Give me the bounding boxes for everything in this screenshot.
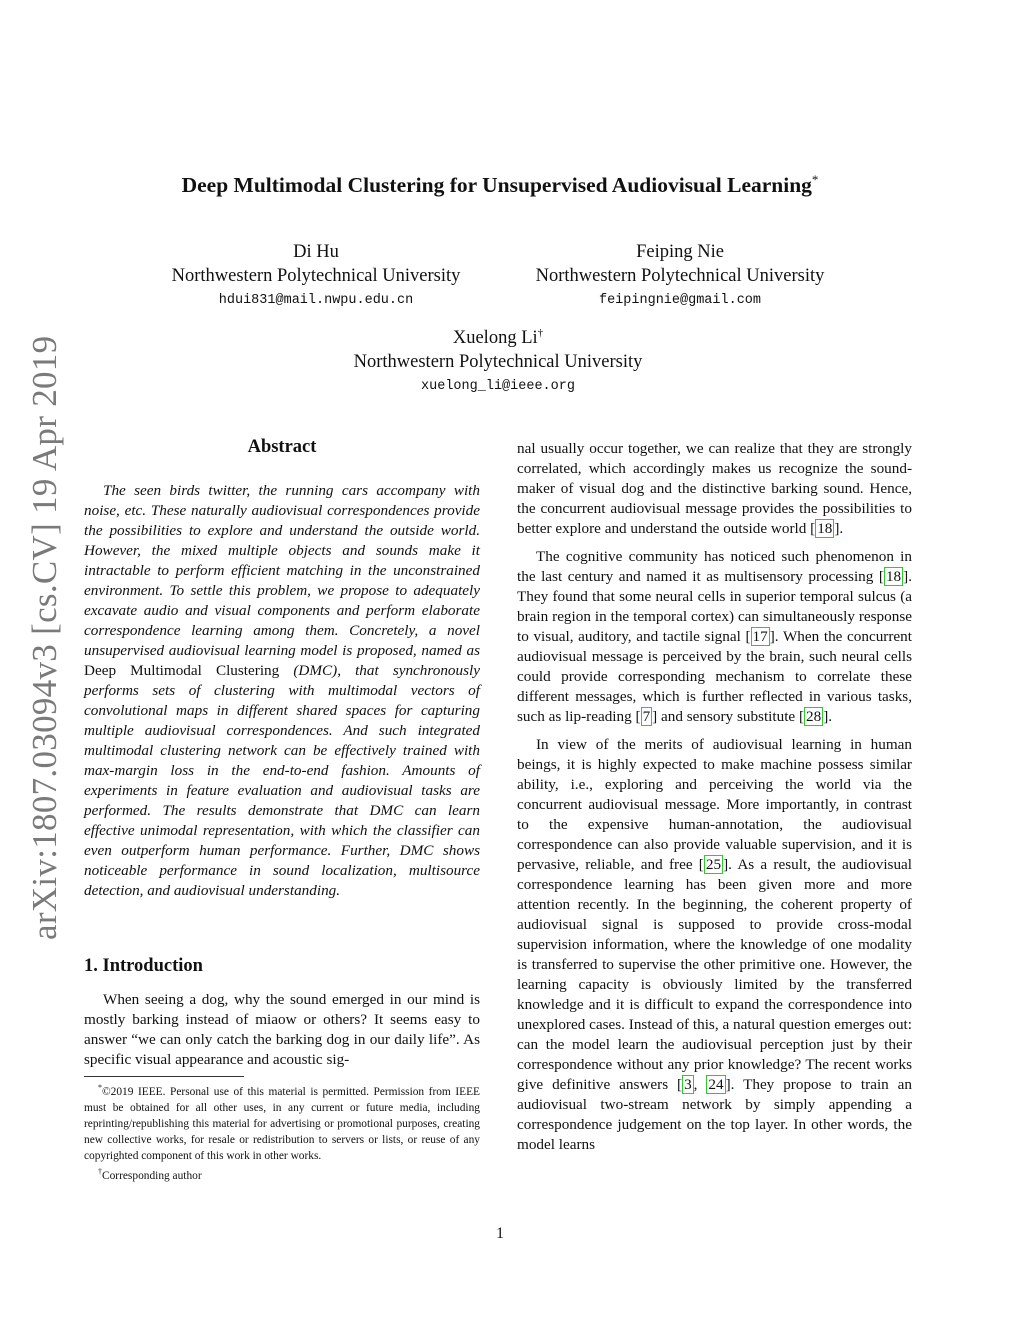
corresponding-author-mark: † (537, 327, 544, 339)
author-affiliation: Northwestern Polytechnical University (535, 266, 825, 286)
text-run: nal usually occur together, we can realize that they are strongly correlated, which accordingly makes us recognize the sound-maker of visual dog and the distinctive barking sound. Hence, the concurrent audiovisual message provides the possibilities to better explore and understand the outside world [ (517, 440, 912, 537)
page-number: 1 (496, 1225, 504, 1242)
title-footnote-mark: * (811, 172, 819, 187)
text-run: The cognitive community has noticed such phenomenon in the last century and named it as multisensory processing [ (517, 548, 912, 585)
paragraph (517, 735, 912, 1155)
author-block-3 (340, 321, 656, 400)
abstract-heading: Abstract (247, 437, 317, 457)
author-affiliation: Northwestern Polytechnical University (353, 352, 643, 373)
intro-paragraph: When seeing a dog, why the sound emerged in our mind is mostly barking instead of miaow or others? It seems easy to answer “we can only catch the barking dog in our daily life”. As specific visual appearance and acoustic sig- (84, 991, 480, 1068)
copyright-footnote (84, 1080, 480, 1164)
text-run: In view of the merits of audiovisual learning in human beings, it is highly expected to make machine possess similar ability, i.e., exploring and perceiving the world via the concurrent audiovisual message. More importantly, in contrast to the expensive human-annotation, the audiovisual correspondence can also provide valuable supervision, and it is pervasive, reliable, and free [ (517, 736, 912, 873)
paper-title (0, 172, 1000, 198)
abstract-text (84, 481, 480, 901)
citation-link[interactable]: 7 (642, 708, 651, 725)
arxiv-identifier: arXiv:1807.03094v3 [cs.CV] 19 Apr 2019 (25, 335, 64, 940)
abstract-part-c: (DMC), that synchronously performs sets of clustering with multimodal vectors of convolutional maps in different shared spaces for capturing multiple audiovisual correspondences. And such integrated multimodal clustering network can be effectively trained with max-margin loss in the end-to-end fashion. Amounts of experiments in feature evaluation and audiovisual tasks are performed. The results demonstrate that DMC can learn effective unimodal representation, with which the classifier can even outperform human performance. Further, DMC shows noticeable performance in sound localization, multisource detection, and audiovisual understanding. (84, 662, 480, 899)
author-email: hdui831@mail.nwpu.edu.cn (218, 293, 414, 308)
citation-link[interactable]: 28 (806, 708, 822, 725)
citation-link[interactable]: 18 (817, 520, 833, 537)
section-heading-introduction: 1. Introduction (84, 956, 203, 976)
author-name: Feiping Nie (636, 242, 724, 262)
footnote-mark: * (98, 1083, 102, 1092)
text-run: ]. As a result, the audiovisual correspondence learning has been given more and more attention recently. In the beginning, the coherent property of audiovisual signal is supposed to provide cross-modal supervision information, where the knowledge of one modality is transferred to supervise the other primitive one. However, the learning capacity is obviously limited by the transferred knowledge and it is difficult to expand the correspondence into unexplored cases. Instead of this, a natural question emerges out: can the model learn the audiovisual perception just by their correspondence without any prior knowledge? The recent works give definitive answers [ (517, 856, 913, 1093)
text-run: ] and sensory substitute [ (652, 708, 805, 725)
text-run: ]. They propose to train an audiovisual two-stream network by simply appending a correspondence judgement on the top layer. In other words, the model learns (517, 1076, 913, 1153)
corresponding-author-text: Corresponding author (102, 1169, 202, 1182)
author-block-1 (166, 240, 466, 314)
author-block-2 (520, 240, 840, 314)
citation-link[interactable]: 17 (752, 628, 768, 645)
citation-link[interactable]: 18 (885, 568, 902, 585)
author-name: Xuelong Li (452, 328, 538, 349)
citation-link[interactable]: 25 (705, 856, 722, 873)
abstract-part-a: The seen birds twitter, the running cars accompany with noise, etc. These naturally audiovisual correspondences provide the possibilities to explore and understand the outside world. However, the mixed multiple objects and sounds make it intractable to perform efficient matching in the unconstrained environment. To settle this problem, we propose to adequately excavate audio and visual components and perform elaborate correspondence learning among them. Concretely, a novel unsupervised audiovisual learning model is proposed, named as (84, 482, 480, 659)
right-column-text (517, 439, 912, 1163)
citation-link[interactable]: 24 (708, 1076, 724, 1093)
footnotes (84, 1080, 480, 1184)
text-run: ]. They found that some neural cells in superior temporal sulcus (a brain region in the temporal cortex) can simultaneously response to visual, auditory, and tactile signal [ (517, 568, 912, 645)
title-text: Deep Multimodal Clustering for Unsupervised Audiovisual Learning (181, 173, 812, 198)
text-run: ]. (834, 520, 844, 537)
author-name: Di Hu (293, 242, 339, 262)
author-email: feipingnie@gmail.com (598, 293, 762, 308)
corresponding-author-footnote (84, 1164, 480, 1184)
paragraph (517, 547, 912, 727)
footnote-mark: † (98, 1166, 102, 1176)
author-affiliation: Northwestern Polytechnical University (171, 266, 461, 286)
text-run: ]. When the concurrent audiovisual message is perceived by the brain, such neural cells could provide corresponding mechanism to correlate these different messages, which is further reflected in various tasks, such as lip-reading [ (517, 628, 912, 725)
text-run: , (693, 1076, 707, 1093)
abstract-model-name: Deep Multimodal Clustering (84, 662, 280, 679)
intro-left-text (84, 990, 480, 1070)
paragraph (517, 439, 912, 539)
author-email: xuelong_li@ieee.org (421, 379, 575, 395)
copyright-footnote-text: ©2019 IEEE. Personal use of this material is permitted. Permission from IEEE must be obtained for all other uses, in any current or future media, including reprinting/republishing this material for advertising or promotional purposes, creating new collective works, for resale or redistribution to servers or lists, or reuse of any copyrighted component of this work in other works. (84, 1085, 480, 1162)
footnote-rule (84, 1076, 244, 1077)
text-run: ]. (823, 708, 833, 725)
citation-link[interactable]: 3 (684, 1076, 692, 1093)
